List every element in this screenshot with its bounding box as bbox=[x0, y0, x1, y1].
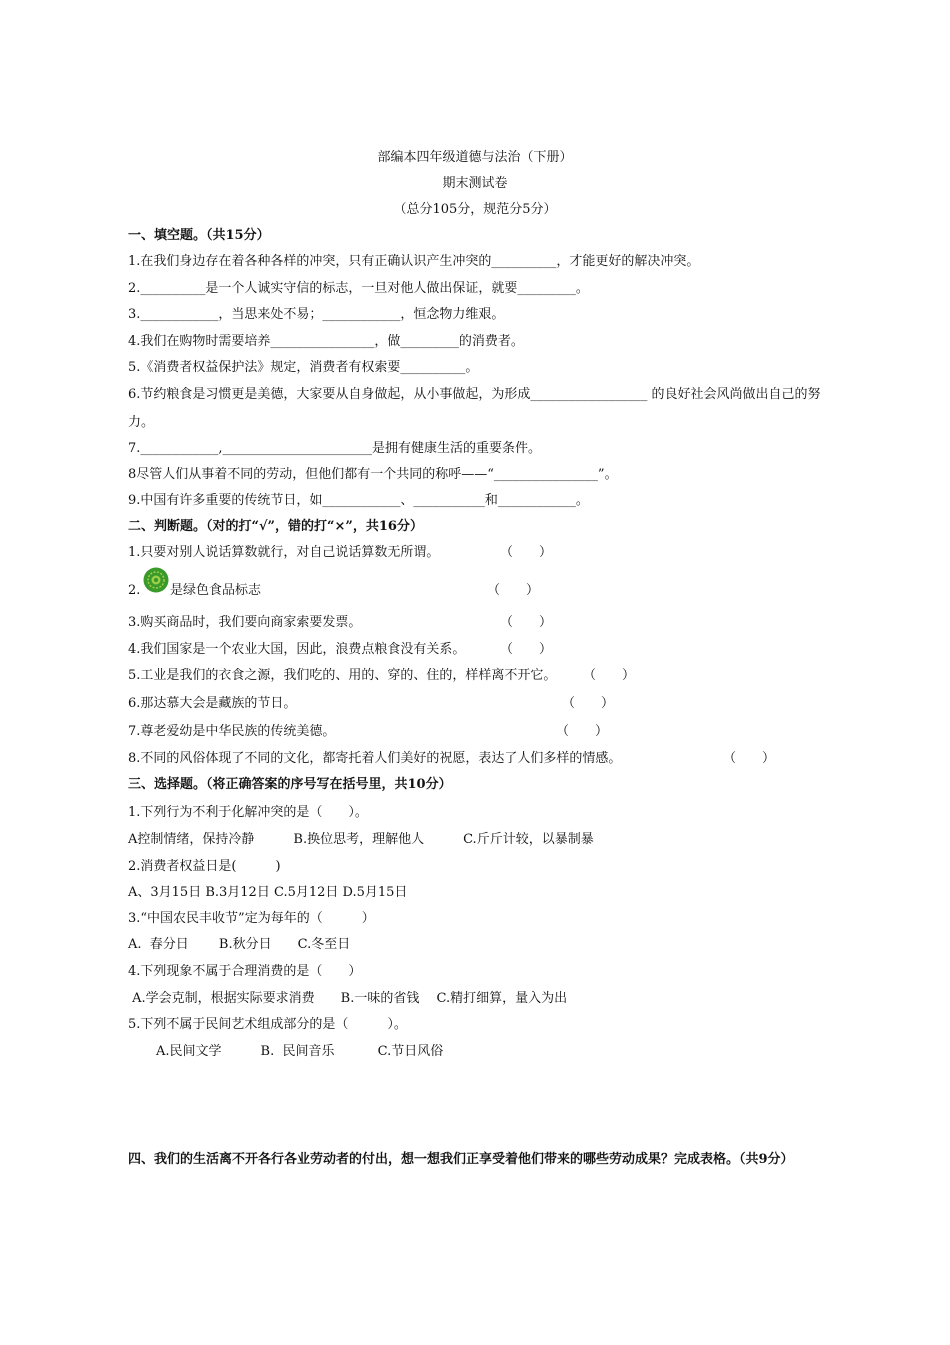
section2-heading: 二、判断题。（对的打“√”，错的打“×”，共16分） bbox=[128, 519, 423, 534]
judge-answer-8[interactable]: （ ） bbox=[723, 751, 776, 766]
choice-question-5: 5.下列不属于民间艺术组成部分的是（ ）。 bbox=[128, 1017, 407, 1032]
fill-question-7: 7.____________,_______________________是拥有健康生活的重要条件。 bbox=[128, 441, 542, 456]
choice-question-3: 3.“中国农民丰收节”定为每年的（ ） bbox=[128, 911, 375, 926]
judge-question-8: 8.不同的风俗体现了不同的文化，都寄托着人们美好的祝愿，表达了人们多样的情感。 bbox=[128, 751, 622, 766]
fill-question-1: 1.在我们身边存在着各种各样的冲突，只有正确认识产生冲突的__________，才能更好的解决冲突。 bbox=[128, 254, 700, 269]
judge-question-1: 1.只要对别人说话算数就行，对自己说话算数无所谓。 bbox=[128, 545, 440, 560]
document-subtitle: 期末测试卷 bbox=[442, 176, 508, 191]
section1-heading: 一、填空题。（共15分） bbox=[128, 228, 270, 243]
judge-question-4: 4.我们国家是一个农业大国，因此，浪费点粮食没有关系。 bbox=[128, 642, 466, 657]
choice-question-1: 1.下列行为不利于化解冲突的是（ ）。 bbox=[128, 805, 368, 820]
fill-question-3: 3.____________，当思来处不易；____________，恒念物力维艰。 bbox=[128, 307, 505, 322]
choice-question-2: 2.消费者权益日是( ) bbox=[128, 859, 281, 874]
choice-options-1: A控制情绪，保持冷静 B.换位思考，理解他人 C.斤斤计较，以暴制暴 bbox=[128, 832, 594, 847]
judge-answer-7[interactable]: （ ） bbox=[556, 724, 609, 739]
judge-answer-2[interactable]: （ ） bbox=[487, 583, 540, 598]
judge-answer-5[interactable]: （ ） bbox=[583, 668, 636, 683]
judge-question-6: 6.那达慕大会是藏族的节日。 bbox=[128, 696, 297, 711]
section3-heading: 三、选择题。（将正确答案的序号写在括号里，共10分） bbox=[128, 777, 452, 792]
fill-question-6-line2: 力。 bbox=[128, 415, 155, 430]
fill-question-9: 9.中国有许多重要的传统节日，如____________、___________和____________。 bbox=[128, 493, 589, 508]
judge-question-2-text: 是绿色食品标志 bbox=[170, 583, 262, 598]
fill-question-4: 4.我们在购物时需要培养________________，做_________的消费者。 bbox=[128, 334, 524, 349]
judge-question-5: 5.工业是我们的衣食之源，我们吃的、用的、穿的、住的，样样离不开它。 bbox=[128, 668, 557, 683]
judge-question-3: 3.购买商品时，我们要向商家索要发票。 bbox=[128, 615, 362, 630]
choice-options-5: A.民间文学 B. 民间音乐 C.节日风俗 bbox=[156, 1044, 444, 1059]
choice-question-4: 4.下列现象不属于合理消费的是（ ） bbox=[128, 964, 362, 979]
document-title: 部编本四年级道德与法治（下册） bbox=[377, 150, 573, 165]
score-note: （总分105分，规范分5分） bbox=[393, 202, 557, 217]
green-food-logo-icon bbox=[143, 567, 169, 593]
judge-answer-3[interactable]: （ ） bbox=[500, 615, 553, 630]
choice-options-4: A.学会克制，根据实际要求消费 B.一味的省钱 C.精打细算，量入为出 bbox=[128, 991, 568, 1006]
judge-question-2-number: 2. bbox=[128, 583, 141, 598]
fill-question-5: 5.《消费者权益保护法》规定，消费者有权索要__________。 bbox=[128, 360, 479, 375]
judge-answer-1[interactable]: （ ） bbox=[500, 545, 553, 560]
choice-options-3: A. 春分日 B.秋分日 C.冬至日 bbox=[128, 937, 351, 952]
section4-heading: 四、我们的生活离不开各行各业劳动者的付出，想一想我们正享受着他们带来的哪些劳动成果？完成表格。（共9分） bbox=[128, 1152, 794, 1167]
fill-question-8: 8尽管人们从事着不同的劳动，但他们都有一个共同的称呼——“________________”。 bbox=[128, 467, 618, 482]
choice-options-2: A、3月15日 B.3月12日 C.5月12日 D.5月15日 bbox=[128, 885, 408, 900]
fill-question-6-line1: 6.节约粮食是习惯更是美德，大家要从自身做起，从小事做起，为形成__________________ 的良好社会风尚做出自己的努 bbox=[128, 387, 821, 402]
judge-answer-6[interactable]: （ ） bbox=[562, 696, 615, 711]
judge-question-7: 7.尊老爱幼是中华民族的传统美德。 bbox=[128, 724, 336, 739]
judge-answer-4[interactable]: （ ） bbox=[500, 642, 553, 657]
fill-question-2: 2.__________是一个人诚实守信的标志，一旦对他人做出保证，就要_________。 bbox=[128, 281, 589, 296]
